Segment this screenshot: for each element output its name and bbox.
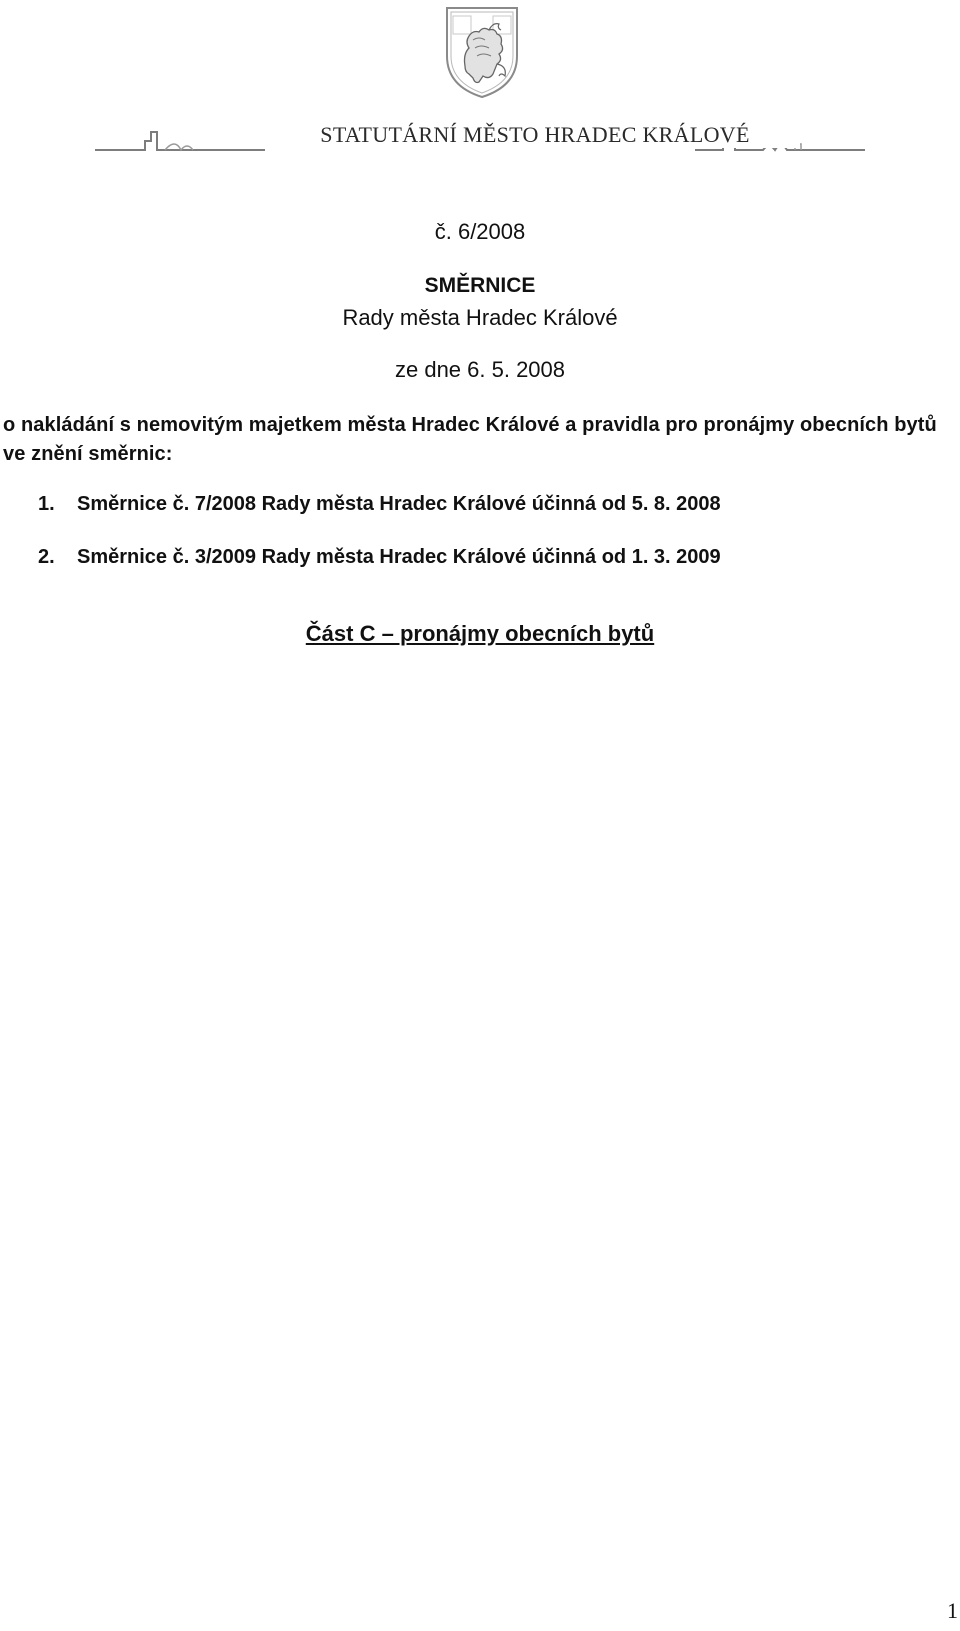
document-type: SMĚRNICE xyxy=(424,274,536,297)
document-date: ze dne 6. 5. 2008 xyxy=(394,357,566,382)
amendments-list xyxy=(38,490,721,596)
amendment-item xyxy=(38,543,721,572)
page-number: 1 xyxy=(947,1598,958,1623)
amendment-item xyxy=(38,490,721,519)
letterhead xyxy=(95,112,865,162)
amendment-number: 2. xyxy=(38,546,55,568)
lion-crest-icon xyxy=(443,4,521,100)
document-issuer: Rady města Hradec Králové xyxy=(342,305,618,330)
part-title: Část C – pronájmy obecních bytů xyxy=(305,621,655,646)
amendment-text: Směrnice č. 7/2008 Rady města Hradec Králové účinná od 5. 8. 2008 xyxy=(77,493,721,515)
document-number: č. 6/2008 xyxy=(434,219,526,244)
city-name: STATUTÁRNÍ MĚSTO HRADEC KRÁLOVÉ xyxy=(270,122,800,148)
amendment-number: 1. xyxy=(38,493,55,515)
document-subject: o nakládání s nemovitým majetkem města Hradec Králové a pravidla pro pronájmy obecních bytů ve znění směrnic: xyxy=(3,414,937,465)
amendment-text: Směrnice č. 3/2009 Rady města Hradec Králové účinná od 1. 3. 2009 xyxy=(77,546,721,568)
